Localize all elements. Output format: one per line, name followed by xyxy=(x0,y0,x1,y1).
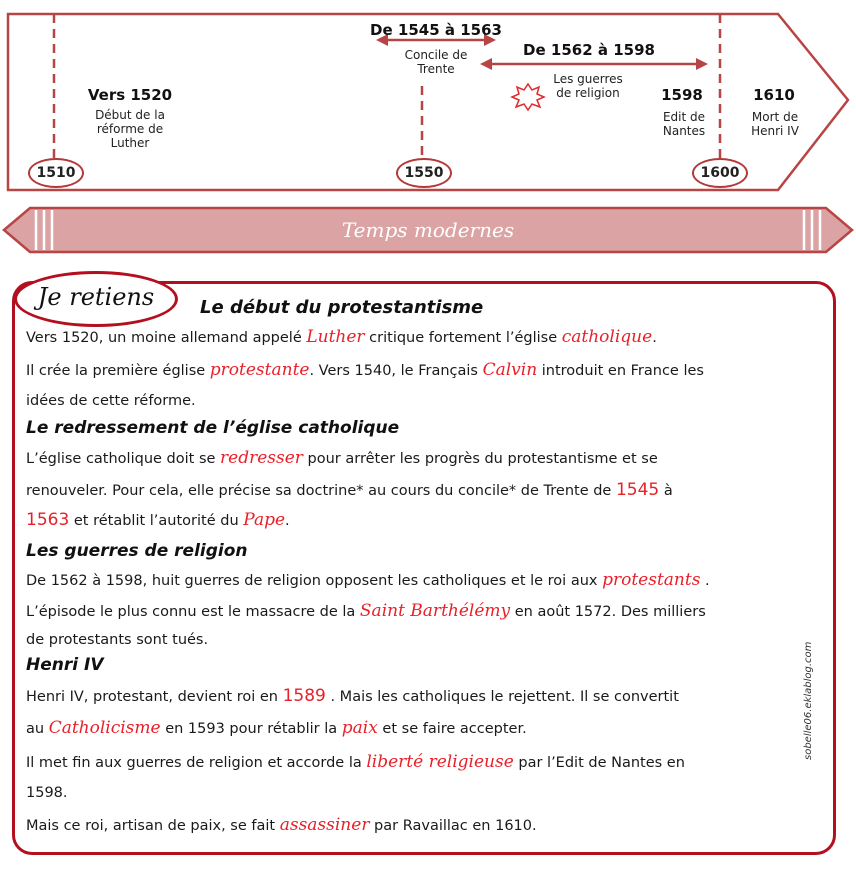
text-line xyxy=(26,632,208,648)
text-segment: en août 1572. Des milliers xyxy=(510,604,706,620)
text-segment: introduit en France les xyxy=(537,363,704,379)
answer-word: protestants xyxy=(602,570,701,590)
event-nantes-date: 1598 xyxy=(661,86,703,104)
text-segment: . xyxy=(285,513,290,529)
text-segment: par Ravaillac en 1610. xyxy=(369,818,537,834)
event-guerres-date: De 1562 à 1598 xyxy=(523,41,655,59)
text-segment: en 1593 pour rétablir la xyxy=(160,721,342,737)
text-segment: De 1562 à 1598, huit guerres de religion opposent les catholiques et le roi aux xyxy=(26,573,603,589)
text-segment: Henri IV, protestant, devient roi en xyxy=(26,689,283,705)
text-segment: Vers 1520, un moine allemand appelé xyxy=(26,330,307,346)
text-segment: critique fortement l’église xyxy=(364,330,562,346)
text-line xyxy=(26,601,706,621)
tick-1600: 1600 xyxy=(692,158,748,188)
text-line xyxy=(26,480,673,500)
site-credit: sobelle06.eklablog.com xyxy=(803,641,814,760)
text-line xyxy=(26,393,196,409)
text-segment: . Mais les catholiques le rejettent. Il se convertit xyxy=(325,689,679,705)
event-henri-date: 1610 xyxy=(753,86,795,104)
text-line xyxy=(26,570,710,590)
tick-1510: 1510 xyxy=(28,158,84,188)
text-segment: . xyxy=(652,330,657,346)
event-luther-date: Vers 1520 xyxy=(87,86,173,104)
answer-number: 1589 xyxy=(282,686,326,706)
text-segment: L’épisode le plus connu est le massacre de la xyxy=(26,604,360,620)
event-henri-label: Mort de Henri IV xyxy=(751,110,799,138)
answer-number: 1563 xyxy=(26,510,70,530)
era-banner-label: Temps modernes xyxy=(341,218,515,242)
text-segment: et se faire accepter. xyxy=(377,721,527,737)
text-segment: pour arrêter les progrès du protestantisme et se xyxy=(302,451,658,467)
answer-word: Calvin xyxy=(482,360,538,380)
answer-word: redresser xyxy=(220,448,303,468)
text-line xyxy=(26,448,658,468)
answer-word: paix xyxy=(341,718,378,738)
answer-word: Catholicisme xyxy=(48,718,161,738)
text-segment: Il crée la première église xyxy=(26,363,210,379)
answer-word: assassiner xyxy=(279,815,370,835)
answer-word: protestante xyxy=(209,360,310,380)
text-segment: Mais ce roi, artisan de paix, se fait xyxy=(26,818,280,834)
text-segment: renouveler. Pour cela, elle précise sa doctrine* au cours du concile* de Trente de xyxy=(26,483,616,499)
text-segment: à xyxy=(659,483,673,499)
text-segment: de protestants sont tués. xyxy=(26,632,209,648)
je-retiens-badge: Je retiens xyxy=(14,271,178,327)
text-segment: . xyxy=(700,573,710,589)
event-nantes-label: Edit de Nantes xyxy=(662,110,706,138)
text-line xyxy=(26,785,68,801)
section-title-guerres: Les guerres de religion xyxy=(26,541,248,561)
answer-word: catholique xyxy=(561,327,653,347)
answer-word: Luther xyxy=(306,327,365,347)
text-line xyxy=(26,327,657,347)
text-line xyxy=(26,718,527,738)
text-segment: au xyxy=(26,721,49,737)
text-line xyxy=(26,815,537,835)
text-segment: et rétablit l’autorité du xyxy=(69,513,244,529)
text-line xyxy=(26,360,704,380)
text-line xyxy=(26,686,679,706)
text-segment: . Vers 1540, le Français xyxy=(309,363,483,379)
text-segment: 1598. xyxy=(26,785,68,801)
text-line xyxy=(26,752,685,772)
event-guerres-label: Les guerres de religion xyxy=(553,72,623,100)
event-trente-label: Concile de Trente xyxy=(404,48,468,76)
answer-word: Saint Barthélémy xyxy=(359,601,511,621)
text-line xyxy=(26,510,290,530)
event-trente-date: De 1545 à 1563 xyxy=(370,21,502,39)
event-luther-label: Début de la réforme de Luther xyxy=(95,108,165,150)
answer-word: liberté religieuse xyxy=(366,752,514,772)
answer-word: Pape xyxy=(243,510,286,530)
text-segment: L’église catholique doit se xyxy=(26,451,221,467)
section-title-redressement: Le redressement de l’église catholique xyxy=(26,418,400,438)
section-title-henri-iv: Henri IV xyxy=(26,655,104,675)
answer-number: 1545 xyxy=(615,480,660,500)
section-title-protestantisme: Le début du protestantisme xyxy=(200,297,484,318)
text-segment: par l’Edit de Nantes en xyxy=(513,755,685,771)
text-segment: idées de cette réforme. xyxy=(26,393,196,409)
tick-1550: 1550 xyxy=(396,158,452,188)
text-segment: Il met fin aux guerres de religion et accorde la xyxy=(26,755,367,771)
